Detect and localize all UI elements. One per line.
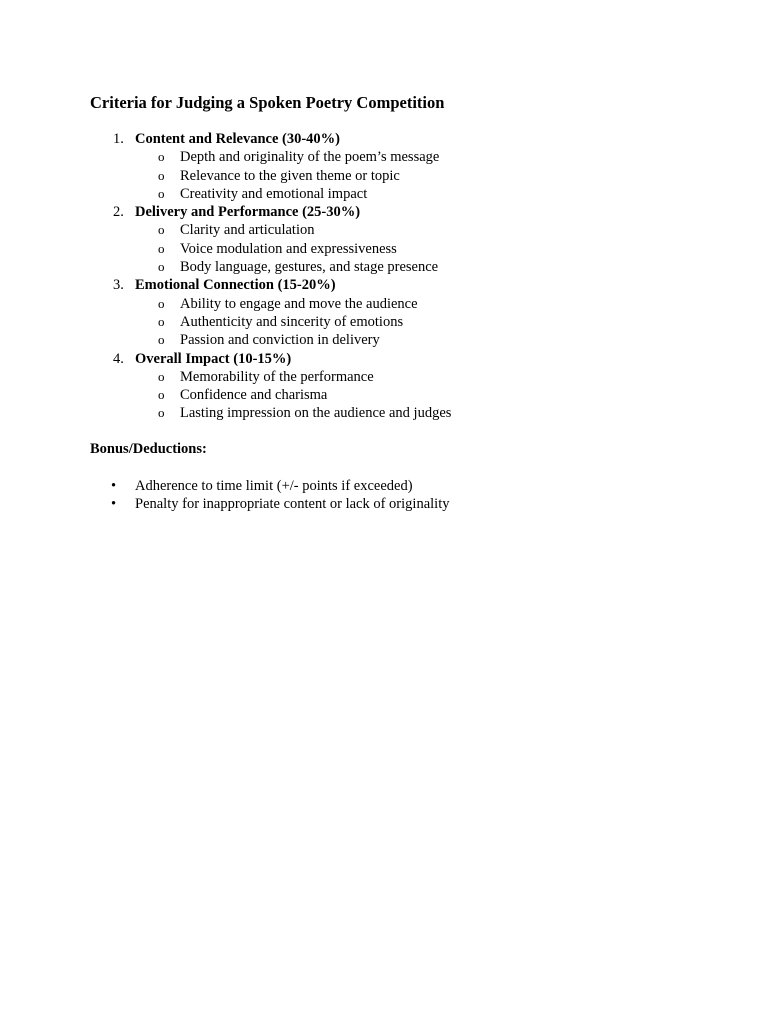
sub-bullet-marker: o — [158, 240, 165, 256]
bonus-item-text: Penalty for inappropriate content or lack of originality — [135, 496, 450, 513]
bullet-marker: • — [111, 496, 117, 513]
list-item — [90, 167, 690, 185]
criterion-number: 3. — [113, 277, 124, 294]
criterion-number: 1. — [113, 131, 124, 147]
list-item — [90, 185, 690, 203]
sub-bullet-marker: o — [158, 368, 165, 384]
criterion-content-relevance — [90, 130, 690, 203]
sub-bullet-marker: o — [158, 185, 165, 201]
sub-bullet-marker: o — [158, 295, 165, 311]
list-item — [90, 495, 690, 513]
sub-bullet-marker: o — [158, 149, 165, 165]
criterion-item-text: Memorability of the performance — [180, 368, 374, 385]
list-item — [90, 258, 690, 276]
criterion-heading-line — [90, 276, 690, 294]
bonus-deductions-list — [90, 477, 690, 514]
criterion-heading: Emotional Connection (15-20%) — [135, 277, 336, 294]
sub-bullet-marker: o — [158, 332, 165, 348]
criterion-item-text: Ability to engage and move the audience — [180, 295, 418, 312]
criterion-heading-line — [90, 130, 690, 148]
list-item — [90, 331, 690, 349]
criterion-heading: Delivery and Performance (25-30%) — [135, 204, 361, 221]
list-item — [90, 368, 690, 386]
criterion-heading: Content and Relevance (30-40%) — [135, 131, 340, 147]
list-item — [90, 148, 690, 166]
list-item — [90, 240, 690, 258]
list-item — [90, 404, 690, 422]
bullet-marker: • — [111, 478, 117, 494]
list-item — [90, 221, 690, 239]
criterion-item-text: Depth and originality of the poem’s message — [180, 149, 440, 166]
criterion-item-text: Clarity and articulation — [180, 222, 315, 239]
criterion-delivery-performance — [90, 203, 690, 276]
sub-bullet-marker: o — [158, 167, 165, 183]
list-item — [90, 295, 690, 313]
criterion-emotional-connection — [90, 276, 690, 349]
bonus-deductions-heading: Bonus/Deductions: — [90, 441, 207, 457]
sub-bullet-marker: o — [158, 259, 165, 275]
criterion-heading-line — [90, 350, 690, 368]
criterion-heading-line — [90, 203, 690, 221]
criterion-item-text: Body language, gestures, and stage presence — [180, 259, 439, 276]
criterion-item-text: Confidence and charisma — [180, 387, 328, 404]
sub-bullet-marker: o — [158, 222, 165, 238]
bonus-item-text: Adherence to time limit (+/- points if exceeded) — [135, 478, 413, 494]
list-item — [90, 386, 690, 404]
criterion-item-text: Lasting impression on the audience and judges — [180, 405, 452, 422]
sub-bullet-marker: o — [158, 313, 165, 329]
document-title: Criteria for Judging a Spoken Poetry Competition — [90, 93, 445, 112]
sub-bullet-marker: o — [158, 387, 165, 403]
criterion-item-text: Passion and conviction in delivery — [180, 332, 380, 349]
criteria-list — [90, 130, 690, 423]
criterion-overall-impact — [90, 350, 690, 423]
criterion-item-text: Relevance to the given theme or topic — [180, 167, 400, 184]
criterion-item-text: Voice modulation and expressiveness — [180, 240, 397, 257]
criterion-heading: Overall Impact (10-15%) — [135, 350, 292, 367]
criterion-item-text: Authenticity and sincerity of emotions — [180, 313, 404, 330]
criterion-number: 2. — [113, 204, 124, 221]
criterion-number: 4. — [113, 350, 124, 367]
criterion-item-text: Creativity and emotional impact — [180, 185, 368, 202]
list-item — [90, 313, 690, 331]
list-item — [90, 477, 690, 495]
sub-bullet-marker: o — [158, 405, 165, 421]
